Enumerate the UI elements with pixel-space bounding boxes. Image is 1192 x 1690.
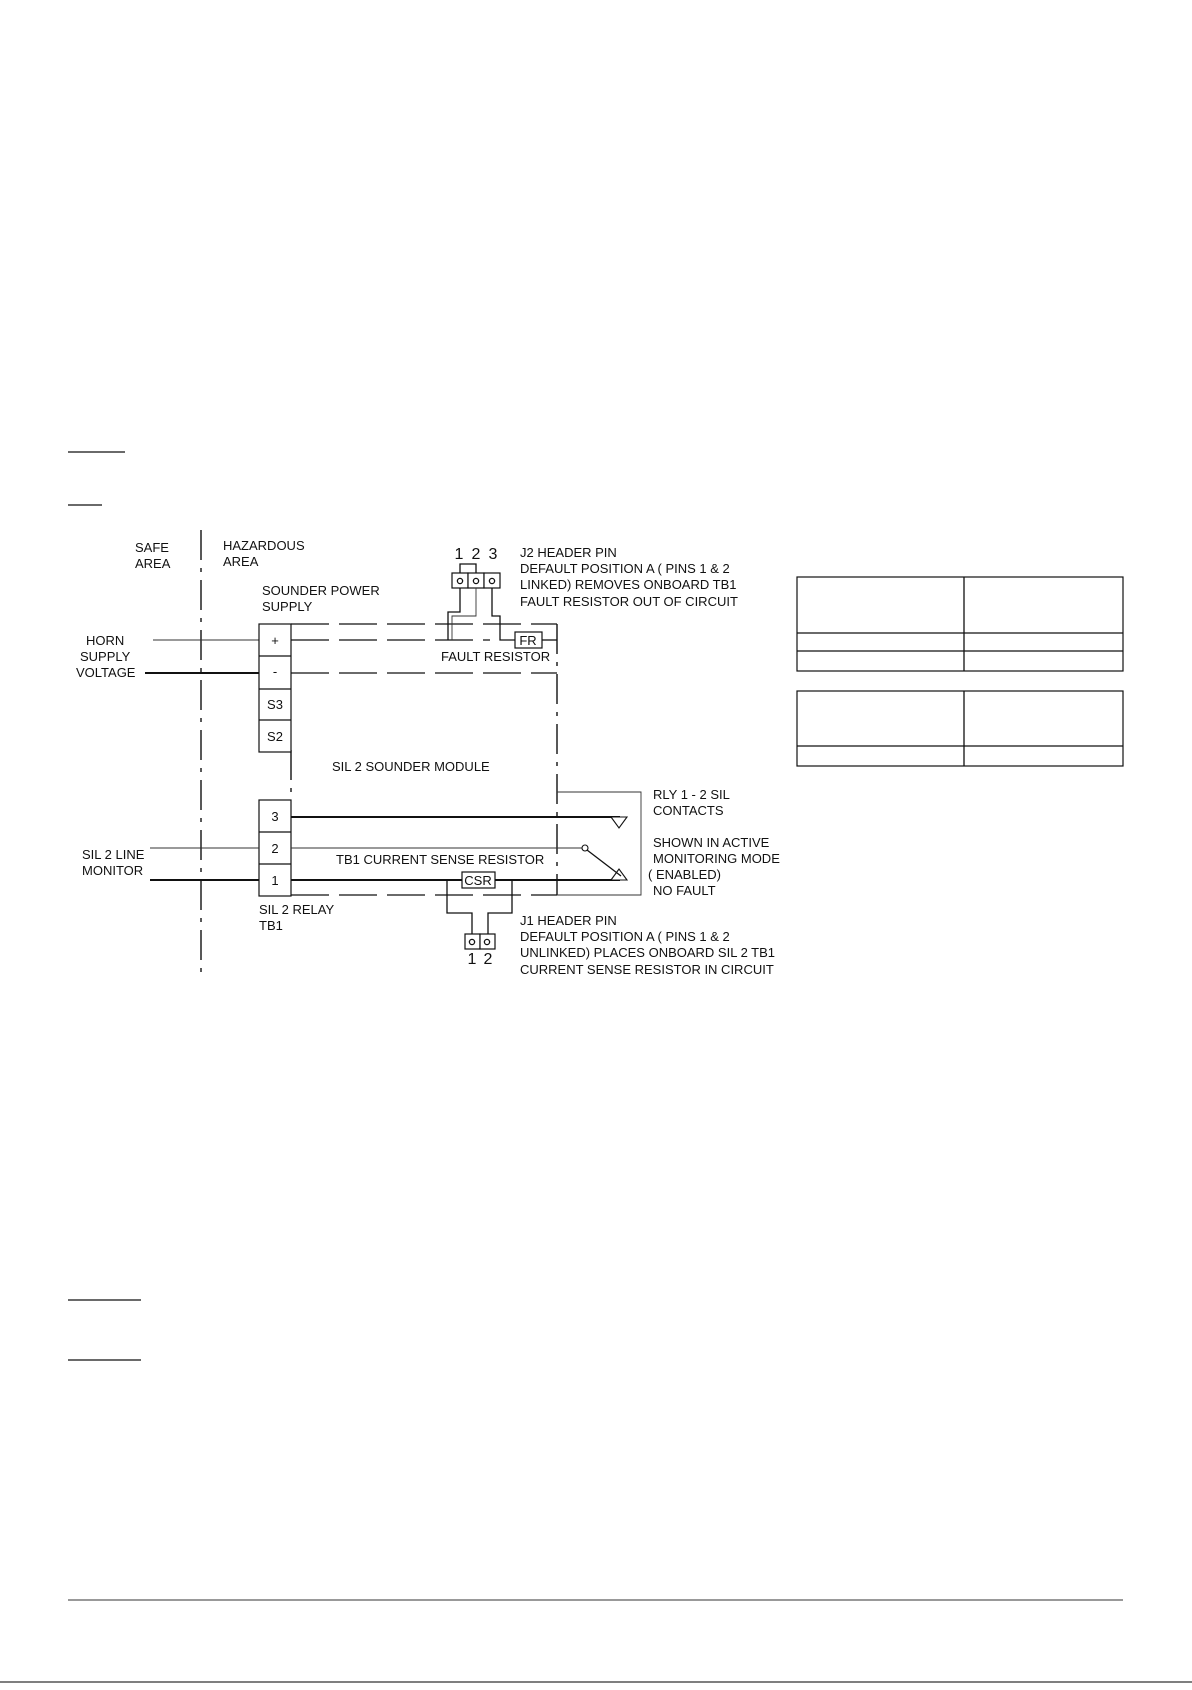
j1-text-1: J1 HEADER PIN [520,913,617,928]
fr-label: FR [519,633,537,648]
j1-pin-1-label: 1 [467,951,477,968]
sounder-power-supply-label-2: SUPPLY [262,599,313,614]
supply-terminal-block [259,624,291,752]
safe-area-label: SAFE [135,540,169,555]
relay-text-1: RLY 1 - 2 SIL [653,787,730,802]
relay-text-5: ( ENABLED) [648,867,721,882]
terminal-s2: S2 [267,729,283,744]
sounder-power-supply-label: SOUNDER POWER [262,583,380,598]
line-monitor-label-2: MONITOR [82,863,144,878]
j2-text-1: J2 HEADER PIN [520,545,617,560]
j2-text-3: LINKED) REMOVES ONBOARD TB1 [520,577,737,592]
j2-header [448,546,515,640]
relay-text-4: MONITORING MODE [653,851,780,866]
terminal-3: 3 [271,809,279,824]
j2-pin-3-label: 3 [488,546,498,563]
j2-text-4: FAULT RESISTOR OUT OF CIRCUIT [520,594,738,609]
j2-pin-2-label: 2 [471,546,481,563]
sil2-relay-label-2: TB1 [259,918,283,933]
terminal-s3: S3 [267,697,283,712]
j1-text-2: DEFAULT POSITION A ( PINS 1 & 2 [520,929,730,944]
hazardous-area-label-2: AREA [223,554,259,569]
j2-pin-1-label: 1 [454,546,464,563]
relay-text-2: CONTACTS [653,803,724,818]
terminal-1: 1 [271,873,279,888]
j2-text-2: DEFAULT POSITION A ( PINS 1 & 2 [520,561,730,576]
relay-text-3: SHOWN IN ACTIVE [653,835,770,850]
terminal-plus: + [271,633,279,648]
line-monitor-label: SIL 2 LINE [82,847,145,862]
safe-area-label-2: AREA [135,556,171,571]
horn-supply-label-3: VOLTAGE [76,665,136,680]
relay-terminal-block [259,800,291,896]
module-label: SIL 2 SOUNDER MODULE [332,759,490,774]
sil2-relay-label: SIL 2 RELAY [259,902,335,917]
terminal-minus: - [272,664,278,679]
terminal-2: 2 [271,841,279,856]
horn-supply-label: HORN [86,633,125,648]
tb1-csr-label: TB1 CURRENT SENSE RESISTOR [336,852,545,867]
j1-text-3: UNLINKED) PLACES ONBOARD SIL 2 TB1 [520,945,776,960]
j1-header [447,880,512,968]
table-1 [797,577,1123,671]
j1-pin-2-label: 2 [483,951,493,968]
table-2 [797,691,1123,766]
relay-text-6: NO FAULT [653,883,716,898]
fault-resistor-label: FAULT RESISTOR [441,649,551,664]
j1-text-4: CURRENT SENSE RESISTOR IN CIRCUIT [520,962,774,977]
hazardous-area-label: HAZARDOUS [223,538,305,553]
horn-supply-label-2: SUPPLY [80,649,131,664]
csr-label: CSR [464,873,492,888]
